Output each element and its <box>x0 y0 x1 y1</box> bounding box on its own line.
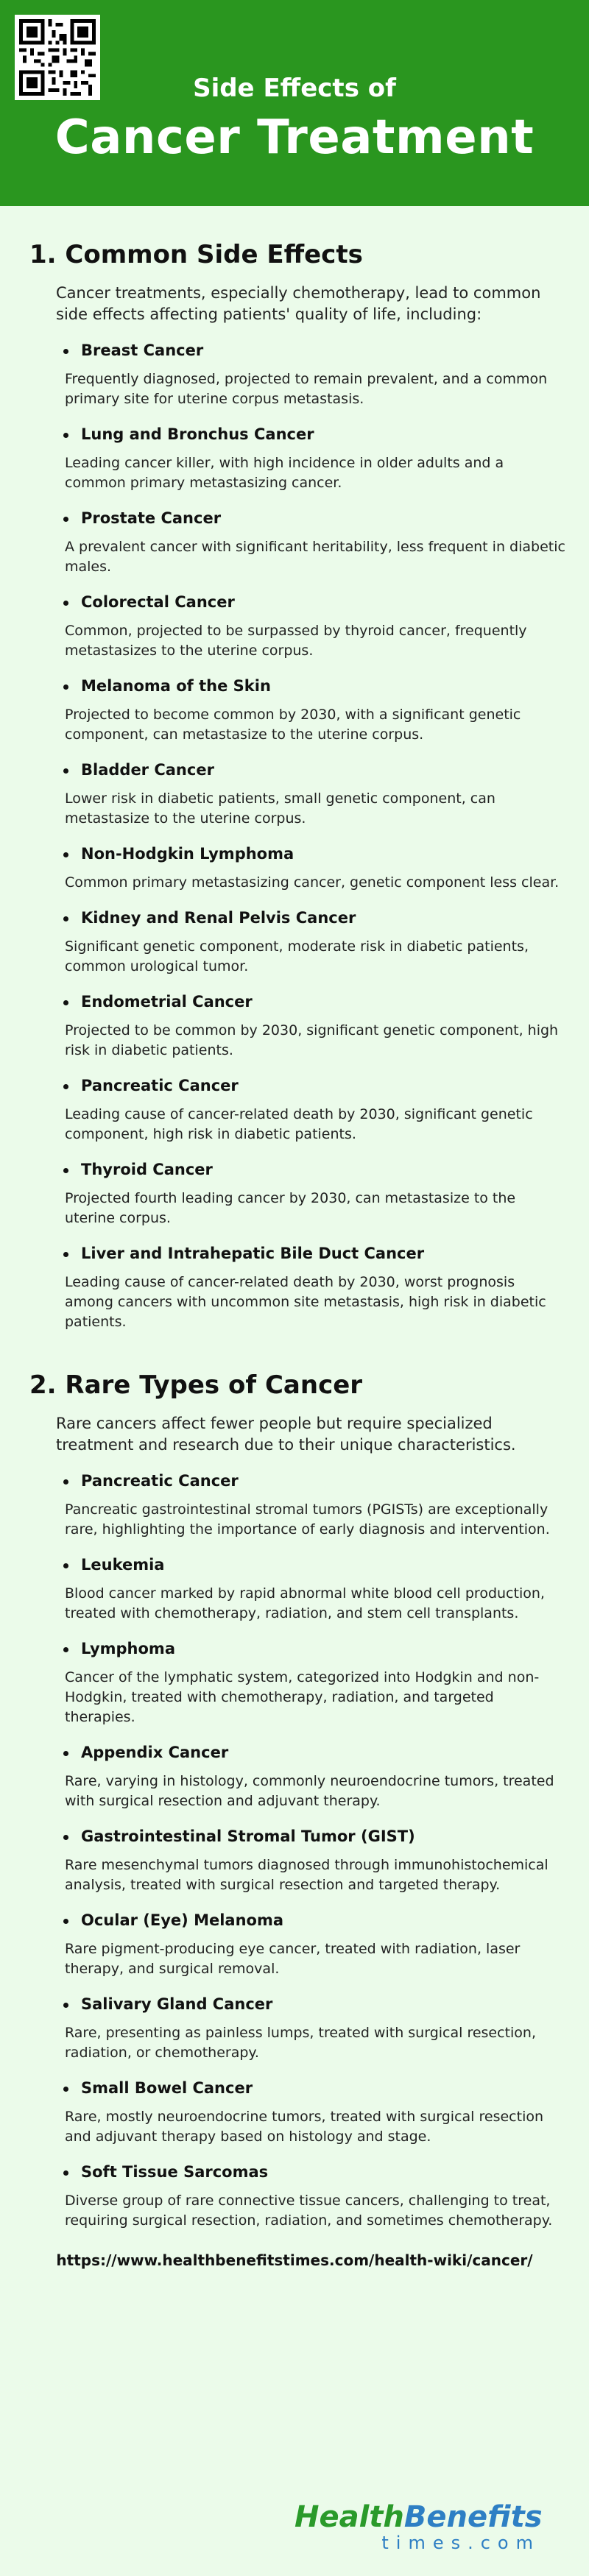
logo-subtext: times.com <box>381 2533 540 2553</box>
logo-part-benefits: Benefits <box>403 2500 543 2534</box>
list-item <box>29 2163 560 2231</box>
list-item <box>29 1827 560 1895</box>
item-description: Frequently diagnosed, projected to remain prevalent, and a common primary site for uterine corpus metastasis. <box>65 371 548 407</box>
item-name: Lung and Bronchus Cancer <box>81 425 560 443</box>
logo-part-health: Health <box>294 2500 404 2534</box>
section-intro: Rare cancers affect fewer people but require specialized treatment and research due to their unique characteristics. <box>56 1415 516 1454</box>
list-item <box>29 761 560 829</box>
item-name: Bladder Cancer <box>81 761 560 779</box>
item-name: Pancreatic Cancer <box>81 1077 560 1094</box>
section-common-side-effects <box>29 240 565 1332</box>
list-item <box>29 1077 560 1144</box>
item-description: Blood cancer marked by rapid abnormal white blood cell production, treated with chemotherapy, radiation, and stem cell transplants. <box>65 1585 545 1621</box>
item-name: Small Bowel Cancer <box>81 2079 560 2097</box>
item-name: Prostate Cancer <box>81 509 560 527</box>
item-description: Significant genetic component, moderate risk in diabetic patients, common urological tumor. <box>65 938 529 974</box>
section-title: 2. Rare Types of Cancer <box>29 1370 363 1400</box>
item-description: Rare mesenchymal tumors diagnosed through immunohistochemical analysis, treated with surgical resection and targeted therapy. <box>65 1857 549 1893</box>
list-item <box>29 1161 560 1228</box>
section-rare-types <box>29 1370 560 2231</box>
page-title: Cancer Treatment <box>54 110 535 165</box>
list-item <box>29 2079 560 2147</box>
item-description: Cancer of the lymphatic system, categorized into Hodgkin and non-Hodgkin, treated with chemotherapy, radiation, and targeted therapies. <box>65 1669 540 1725</box>
section-title: 1. Common Side Effects <box>29 240 363 269</box>
item-name: Pancreatic Cancer <box>81 1472 560 1490</box>
main-content <box>0 206 589 2269</box>
item-name: Salivary Gland Cancer <box>81 1995 560 2013</box>
item-name: Gastrointestinal Stromal Tumor (GIST) <box>81 1827 560 1845</box>
item-description: Projected to be common by 2030, significant genetic component, high risk in diabetic patients. <box>65 1022 559 1058</box>
item-description: Diverse group of rare connective tissue cancers, challenging to treat, requiring surgical resection, radiation, and sometimes chemotherapy. <box>65 2193 553 2229</box>
item-description: Leading cancer killer, with high incidence in older adults and a common primary metastasizing cancer. <box>65 455 504 491</box>
list-item <box>29 1640 560 1727</box>
item-description: Rare, varying in histology, commonly neuroendocrine tumors, treated with surgical resection and adjuvant therapy. <box>65 1773 554 1809</box>
item-name: Kidney and Renal Pelvis Cancer <box>81 909 560 927</box>
list-item <box>29 425 560 493</box>
item-name: Soft Tissue Sarcomas <box>81 2163 560 2181</box>
item-name: Colorectal Cancer <box>81 593 560 611</box>
item-name: Breast Cancer <box>81 342 560 359</box>
item-description: Common primary metastasizing cancer, genetic component less clear. <box>65 874 560 891</box>
list-item <box>29 993 560 1061</box>
item-description: Projected fourth leading cancer by 2030, can metastasize to the uterine corpus. <box>65 1190 516 1226</box>
item-name: Liver and Intrahepatic Bile Duct Cancer <box>81 1245 560 1262</box>
item-name: Lymphoma <box>81 1640 560 1657</box>
list-item <box>29 1744 560 1811</box>
source-link[interactable]: https://www.healthbenefitstimes.com/health-wiki/cancer/ <box>56 2251 533 2269</box>
item-name: Leukemia <box>81 1556 560 1574</box>
brand-logo <box>294 2501 545 2552</box>
list-item <box>29 1995 560 2063</box>
list-item <box>29 1911 560 1979</box>
item-name: Endometrial Cancer <box>81 993 560 1011</box>
section-intro: Cancer treatments, especially chemotherapy, lead to common side effects affecting patients' quality of life, including: <box>56 284 541 323</box>
item-description: Pancreatic gastrointestinal stromal tumors (PGISTs) are exceptionally rare, highlighting the importance of early diagnosis and intervention. <box>65 1501 550 1538</box>
item-description: Leading cause of cancer-related death by 2030, worst prognosis among cancers with uncommon site metastasis, high risk in diabetic patients. <box>65 1274 546 1330</box>
item-name: Melanoma of the Skin <box>81 677 560 695</box>
item-description: Leading cause of cancer-related death by 2030, significant genetic component, high risk in diabetic patients. <box>65 1106 533 1142</box>
list-item <box>29 909 560 977</box>
item-description: A prevalent cancer with significant heritability, less frequent in diabetic males. <box>65 539 565 575</box>
item-description: Rare, mostly neuroendocrine tumors, treated with surgical resection and adjuvant therapy based on histology and stage. <box>65 2109 544 2145</box>
item-description: Common, projected to be surpassed by thyroid cancer, frequently metastasizes to the uterine corpus. <box>65 623 527 659</box>
item-description: Lower risk in diabetic patients, small genetic component, can metastasize to the uterine corpus. <box>65 790 495 827</box>
section-gap <box>29 1348 560 1370</box>
item-description: Projected to become common by 2030, with a significant genetic component, can metastasize to the uterine corpus. <box>65 707 521 743</box>
item-name: Thyroid Cancer <box>81 1161 560 1178</box>
list-item <box>29 1556 560 1624</box>
page-subtitle: Side Effects of <box>193 74 396 103</box>
list-item <box>29 593 560 661</box>
list-item <box>29 342 560 409</box>
header-banner <box>0 0 589 206</box>
list-item <box>29 509 565 577</box>
list-item <box>29 1472 560 1540</box>
item-description: Rare, presenting as painless lumps, treated with surgical resection, radiation, or chemotherapy. <box>65 2025 536 2061</box>
item-name: Non-Hodgkin Lymphoma <box>81 845 560 863</box>
list-item <box>29 1245 560 1332</box>
item-description: Rare pigment-producing eye cancer, treated with radiation, laser therapy, and surgical removal. <box>65 1941 521 1977</box>
logo-wordmark <box>294 2501 545 2533</box>
item-name: Ocular (Eye) Melanoma <box>81 1911 560 1929</box>
item-name: Appendix Cancer <box>81 1744 560 1761</box>
list-item <box>29 677 560 745</box>
list-item <box>29 845 560 893</box>
